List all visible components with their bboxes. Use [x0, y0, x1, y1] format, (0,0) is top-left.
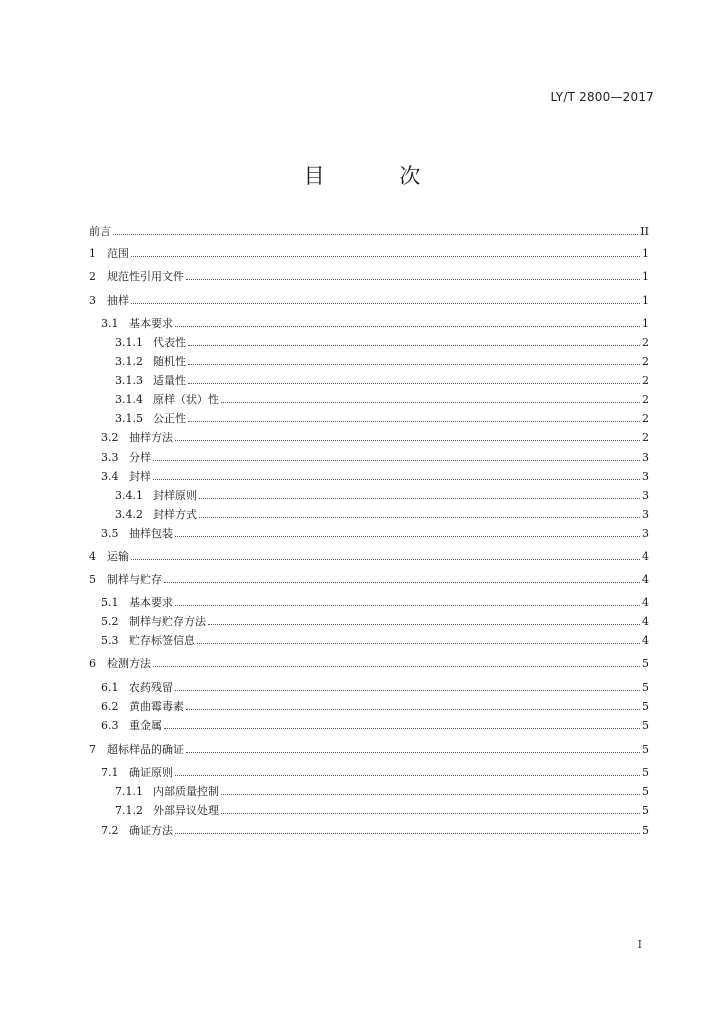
toc-entry-text: 适量性: [153, 374, 186, 387]
toc-entry-label: [115, 393, 219, 406]
dot-leader: [175, 690, 640, 691]
toc-entry[interactable]: [89, 505, 649, 521]
dot-leader: [188, 421, 640, 422]
toc-entry[interactable]: [89, 801, 649, 817]
toc-entry-number: 3.1.4: [115, 393, 143, 406]
toc-entry[interactable]: [89, 716, 649, 732]
toc-entry-number: 5.3: [101, 634, 119, 647]
toc-entry-label: [115, 355, 186, 368]
toc-entry[interactable]: [89, 390, 649, 406]
toc-entry-text: 抽样包装: [129, 527, 173, 540]
toc-entry-label: [101, 470, 151, 483]
toc-entry-page: 5: [642, 785, 649, 798]
toc-entry-number: 5.2: [101, 615, 119, 628]
toc-entry-number: 6: [89, 657, 96, 670]
toc-entry-text: 制样与贮存: [107, 573, 162, 586]
toc-entry[interactable]: [89, 782, 649, 798]
dot-leader: [186, 709, 640, 710]
toc-entry-number: 7: [89, 743, 96, 756]
toc-entry-number: 3.1.1: [115, 336, 143, 349]
toc-entry-text: 抽样: [107, 294, 129, 307]
dot-leader: [113, 234, 638, 235]
toc-entry[interactable]: [89, 352, 649, 368]
toc-entry-page: II: [640, 225, 649, 238]
toc-entry[interactable]: [89, 244, 649, 260]
dot-leader: [221, 794, 640, 795]
toc-entry-label: [115, 374, 186, 387]
dot-leader: [208, 624, 640, 625]
dot-leader: [199, 517, 640, 518]
toc-entry-number: 3.1: [101, 317, 119, 330]
toc-entry-text: 随机性: [153, 355, 186, 368]
dot-leader: [175, 536, 640, 537]
toc-entry[interactable]: [89, 333, 649, 349]
dot-leader: [186, 279, 640, 280]
toc-entry[interactable]: [89, 654, 649, 670]
toc-entry-page: 2: [642, 412, 649, 425]
toc-entry[interactable]: [89, 291, 649, 307]
toc-entry-label: [101, 451, 151, 464]
toc-entry-text: 前言: [89, 225, 111, 238]
dot-leader: [175, 326, 640, 327]
toc-entry-label: [89, 743, 184, 756]
toc-entry-label: [115, 804, 219, 817]
toc-entry-text: 超标样品的确证: [107, 743, 184, 756]
toc-entry[interactable]: [89, 593, 649, 609]
toc-entry-text: 外部异议处理: [153, 804, 219, 817]
toc-entry[interactable]: [89, 763, 649, 779]
dot-leader: [131, 303, 640, 304]
dot-leader: [221, 813, 640, 814]
toc-entry-text: 黄曲霉毒素: [129, 700, 184, 713]
toc-entry-text: 代表性: [153, 336, 186, 349]
dot-leader: [221, 402, 640, 403]
toc-entry-label: [89, 225, 111, 238]
toc-entry-text: 运输: [107, 550, 129, 563]
dot-leader: [188, 383, 640, 384]
toc-entry-number: 6.3: [101, 719, 119, 732]
toc-entry-text: 封样方式: [153, 508, 197, 521]
toc-entry-label: [101, 527, 173, 540]
toc-entry[interactable]: [89, 467, 649, 483]
toc-entry-page: 5: [642, 719, 649, 732]
toc-entry-label: [101, 824, 173, 837]
toc-entry[interactable]: [89, 821, 649, 837]
toc-entry-text: 贮存标签信息: [129, 634, 195, 647]
toc-entry[interactable]: [89, 428, 649, 444]
toc-entry-number: 3.4.2: [115, 508, 143, 521]
toc-entry-number: 3.1.5: [115, 412, 143, 425]
toc-entry-number: 3: [89, 294, 96, 307]
page-number: I: [637, 938, 642, 951]
toc-entry-page: 3: [642, 451, 649, 464]
toc-entry-page: 3: [642, 527, 649, 540]
dot-leader: [153, 666, 640, 667]
toc-entry-text: 抽样方法: [129, 431, 173, 444]
toc-entry[interactable]: [89, 448, 649, 464]
toc-entry-text: 确证原则: [129, 766, 173, 779]
toc-entry-page: 4: [642, 596, 649, 609]
toc-entry-label: [89, 270, 184, 283]
dot-leader: [164, 728, 640, 729]
toc-entry-label: [89, 573, 162, 586]
toc-entry-text: 确证方法: [129, 824, 173, 837]
toc-entry-text: 农药残留: [129, 681, 173, 694]
toc-entry-page: 4: [642, 573, 649, 586]
toc-entry-page: 5: [642, 804, 649, 817]
toc-entry-number: 3.4.1: [115, 489, 143, 502]
toc-entry[interactable]: [89, 570, 649, 586]
toc-entry-label: [115, 489, 197, 502]
toc-entry-number: 1: [89, 247, 96, 260]
dot-leader: [199, 498, 640, 499]
toc-entry-number: 7.2: [101, 824, 119, 837]
toc-entry-number: 2: [89, 270, 96, 283]
toc-entry[interactable]: [89, 547, 649, 563]
toc-entry-page: 1: [642, 317, 649, 330]
toc-entry-text: 公正性: [153, 412, 186, 425]
toc-entry-text: 基本要求: [129, 317, 173, 330]
toc-entry-number: 5: [89, 573, 96, 586]
standard-code: LY/T 2800—2017: [550, 90, 654, 104]
dot-leader: [188, 345, 640, 346]
toc-entry-label: [101, 681, 173, 694]
page-title: 目 次: [303, 164, 455, 188]
dot-leader: [164, 582, 640, 583]
toc-entry-page: 3: [642, 508, 649, 521]
toc-entry-page: 5: [642, 657, 649, 670]
dot-leader: [175, 775, 640, 776]
toc-entry-label: [101, 596, 173, 609]
toc-entry-label: [89, 657, 151, 670]
toc-entry-text: 制样与贮存方法: [129, 615, 206, 628]
toc-entry-page: 5: [642, 700, 649, 713]
dot-leader: [175, 605, 640, 606]
toc-entry-number: 3.3: [101, 451, 119, 464]
toc-entry-page: 2: [642, 336, 649, 349]
toc-entry-text: 检测方法: [107, 657, 151, 670]
toc-entry-page: 2: [642, 393, 649, 406]
toc-entry-page: 1: [642, 294, 649, 307]
toc-entry-text: 内部质量控制: [153, 785, 219, 798]
toc-entry-label: [101, 431, 173, 444]
toc-entry-label: [101, 634, 195, 647]
toc-entry-label: [101, 700, 184, 713]
dot-leader: [175, 440, 640, 441]
dot-leader: [153, 479, 640, 480]
toc-entry-number: 3.1.3: [115, 374, 143, 387]
toc-entry-page: 2: [642, 355, 649, 368]
toc-entry-number: 7.1.2: [115, 804, 143, 817]
toc-entry-page: 5: [642, 824, 649, 837]
toc-entry[interactable]: [89, 314, 649, 330]
toc-entry-page: 3: [642, 489, 649, 502]
toc-entry-page: 4: [642, 634, 649, 647]
toc-entry-number: 7.1: [101, 766, 119, 779]
toc-entry-label: [101, 615, 206, 628]
toc-entry-label: [89, 247, 129, 260]
toc-entry[interactable]: [89, 371, 649, 387]
toc-entry-page: 5: [642, 743, 649, 756]
toc-entry-label: [101, 317, 173, 330]
toc-entry-label: [89, 294, 129, 307]
toc-entry[interactable]: [89, 612, 649, 628]
toc-entry-text: 分样: [129, 451, 151, 464]
toc-entry-label: [89, 550, 129, 563]
toc-entry-text: 范围: [107, 247, 129, 260]
dot-leader: [153, 460, 640, 461]
toc-entry-number: 5.1: [101, 596, 119, 609]
dot-leader: [188, 364, 640, 365]
toc-entry-label: [115, 508, 197, 521]
toc-entry-number: 7.1.1: [115, 785, 143, 798]
toc-entry-label: [115, 412, 186, 425]
toc-entry-page: 5: [642, 681, 649, 694]
toc-entry-number: 4: [89, 550, 96, 563]
toc-entry[interactable]: [89, 222, 649, 238]
toc-entry-label: [115, 785, 219, 798]
toc-entry-text: 封样原则: [153, 489, 197, 502]
toc-entry-text: 基本要求: [129, 596, 173, 609]
dot-leader: [197, 643, 640, 644]
toc-entry[interactable]: [89, 740, 649, 756]
toc-entry-page: 4: [642, 615, 649, 628]
toc-entry-page: 5: [642, 766, 649, 779]
toc-entry-number: 3.5: [101, 527, 119, 540]
toc-entry[interactable]: [89, 697, 649, 713]
dot-leader: [175, 833, 640, 834]
toc-entry-page: 2: [642, 374, 649, 387]
dot-leader: [131, 559, 640, 560]
toc-entry-number: 6.1: [101, 681, 119, 694]
toc-entry[interactable]: [89, 486, 649, 502]
toc-entry-label: [115, 336, 186, 349]
toc-entry[interactable]: [89, 524, 649, 540]
toc-entry[interactable]: [89, 267, 649, 283]
dot-leader: [186, 752, 640, 753]
toc-entry[interactable]: [89, 678, 649, 694]
toc-entry-page: 4: [642, 550, 649, 563]
toc-entry-page: 3: [642, 470, 649, 483]
toc-entry-text: 封样: [129, 470, 151, 483]
toc-entry-page: 2: [642, 431, 649, 444]
toc-entry-number: 3.1.2: [115, 355, 143, 368]
toc-entry-text: 重金属: [129, 719, 162, 732]
toc-entry-label: [101, 719, 162, 732]
toc-entry-text: 原样（状）性: [153, 393, 219, 406]
toc-entry-number: 3.4: [101, 470, 119, 483]
toc-entry[interactable]: [89, 409, 649, 425]
toc-entry-number: 6.2: [101, 700, 119, 713]
toc-entry-text: 规范性引用文件: [107, 270, 184, 283]
toc-entry-page: 1: [642, 270, 649, 283]
toc-entry[interactable]: [89, 631, 649, 647]
toc-entry-label: [101, 766, 173, 779]
dot-leader: [131, 256, 640, 257]
toc-entry-number: 3.2: [101, 431, 119, 444]
toc-entry-page: 1: [642, 247, 649, 260]
